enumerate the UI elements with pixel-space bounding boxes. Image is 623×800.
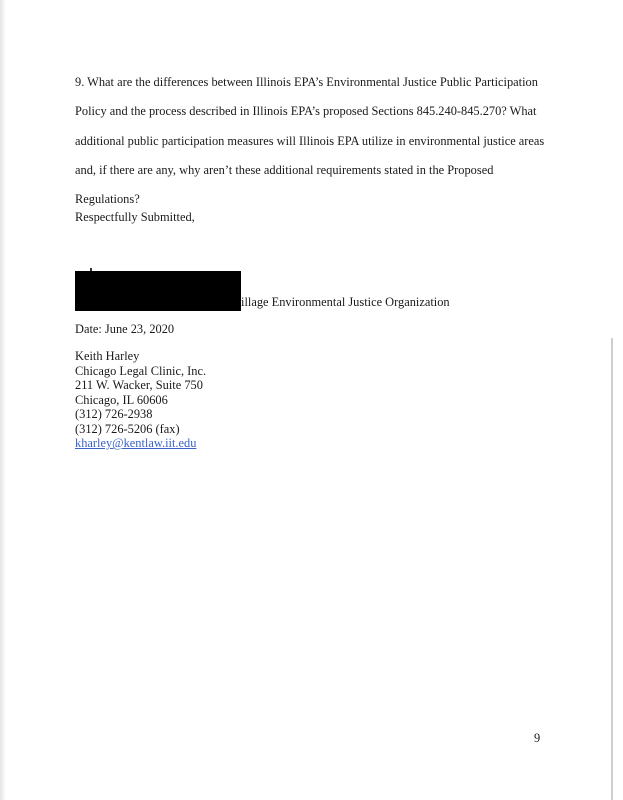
contact-city: Chicago, IL 60606 [75, 392, 168, 407]
contact-name: Keith Harley [75, 349, 140, 363]
scan-edge-shadow [0, 0, 6, 800]
date-line: Date: June 23, 2020 [75, 322, 175, 336]
contact-street: 211 W. Wacker, Suite 750 [75, 378, 203, 392]
contact-block [75, 349, 206, 451]
contact-organization: Chicago Legal Clinic, Inc. [75, 363, 207, 378]
question-line: additional public participation measures will Illinois EPA utilize in environmental justice areas [75, 133, 545, 148]
question-line: and, if there are any, why aren’t these additional requirements stated in the Proposed [75, 162, 494, 177]
question-line: Policy and the process described in Illinois EPA’s proposed Sections 845.240-845.270? What [75, 104, 537, 119]
scan-edge-line [611, 338, 613, 800]
contact-phone: (312) 726-2938 [75, 407, 153, 421]
contact-fax: (312) 726-5206 (fax) [75, 421, 180, 436]
question-line: 9. What are the differences between Illinois EPA’s Environmental Justice Public Participation [75, 75, 538, 89]
question-line: Regulations? [75, 192, 140, 207]
signature-organization: illage Environmental Justice Organization [241, 295, 450, 309]
closing-text: Respectfully Submitted, [75, 210, 195, 224]
page-number: 9 [534, 731, 541, 745]
question-paragraph [75, 68, 555, 214]
contact-email-link[interactable]: kharley@kentlaw.iit.edu [75, 436, 197, 450]
redaction-box [75, 271, 241, 311]
